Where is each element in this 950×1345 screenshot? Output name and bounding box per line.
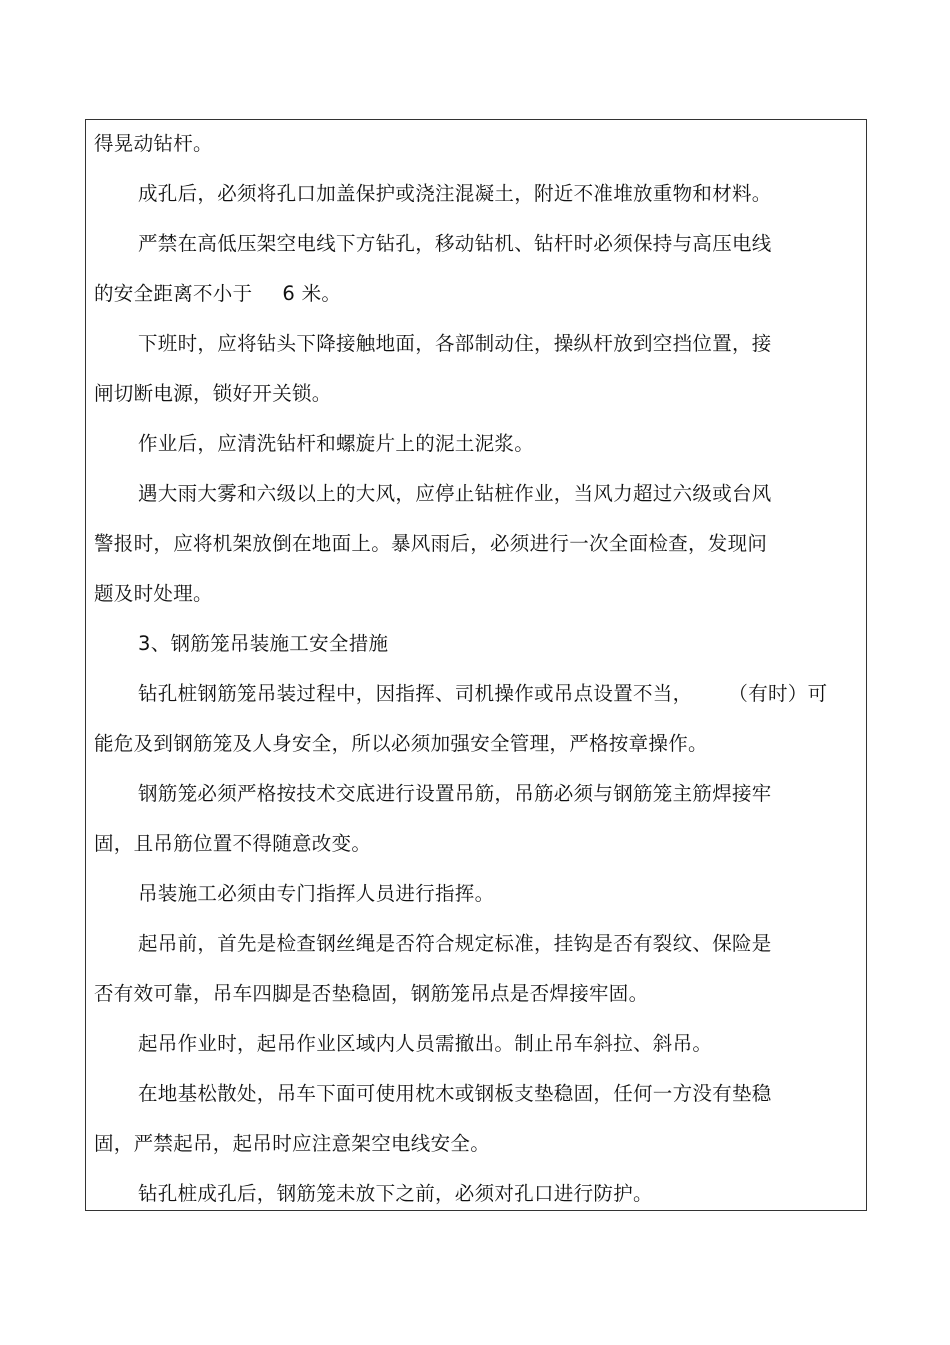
text-line: 否有效可靠，吊车四脚是否垫稳固，钢筋笼吊点是否焊接牢固。	[94, 982, 649, 1005]
text-line: 起吊作业时，起吊作业区域内人员需撤出。制止吊车斜拉、斜吊。	[138, 1032, 713, 1055]
text-line: 固，严禁起吊，起吊时应注意架空电线安全。	[94, 1132, 491, 1155]
text-fragment: 的安全距离不小于	[94, 282, 253, 305]
text-line: 作业后，应清洗钻杆和螺旋片上的泥土泥浆。	[138, 432, 535, 455]
text-line: 警报时，应将机架放倒在地面上。暴风雨后，必须进行一次全面检查，发现问	[94, 532, 768, 555]
text-line: 能危及到钢筋笼及人身安全，所以必须加强安全管理，严格按章操作。	[94, 732, 708, 755]
text-line: 成孔后，必须将孔口加盖保护或浇注混凝土，附近不准堆放重物和材料。	[138, 182, 772, 205]
text-line: 钢筋笼必须严格按技术交底进行设置吊筋，吊筋必须与钢筋笼主筋焊接牢	[138, 782, 772, 805]
text-line: 严禁在高低压架空电线下方钻孔，移动钻机、钻杆时必须保持与高压电线	[138, 232, 772, 255]
text-line: 遇大雨大雾和六级以上的大风，应停止钻桩作业，当风力超过六级或台风	[138, 482, 772, 505]
text-line: 题及时处理。	[94, 582, 213, 605]
text-line	[138, 682, 827, 706]
document-frame	[85, 119, 867, 1211]
text-line: 在地基松散处，吊车下面可使用枕木或钢板支垫稳固，任何一方没有垫稳	[138, 1082, 772, 1105]
text-fragment: 钻孔桩钢筋笼吊装过程中，因指挥、司机操作或吊点设置不当，	[138, 682, 693, 705]
text-line: 得晃动钻杆。	[94, 132, 213, 155]
text-line: 钻孔桩成孔后，钢筋笼未放下之前，必须对孔口进行防护。	[138, 1182, 653, 1205]
text-line: 闸切断电源，锁好开关锁。	[94, 382, 332, 405]
text-line: 吊装施工必须由专门指挥人员进行指挥。	[138, 882, 495, 905]
text-line: 固，且吊筋位置不得随意改变。	[94, 832, 372, 855]
text-line	[94, 282, 341, 306]
text-line: 起吊前，首先是检查钢丝绳是否符合规定标准，挂钩是否有裂纹、保险是	[138, 932, 772, 955]
text-line: 下班时，应将钻头下降接触地面，各部制动住，操纵杆放到空挡位置，接	[138, 332, 772, 355]
section-heading: 3、钢筋笼吊装施工安全措施	[138, 632, 389, 655]
text-fragment: （有时）可	[728, 682, 828, 705]
text-fragment: 6 米。	[282, 282, 342, 305]
